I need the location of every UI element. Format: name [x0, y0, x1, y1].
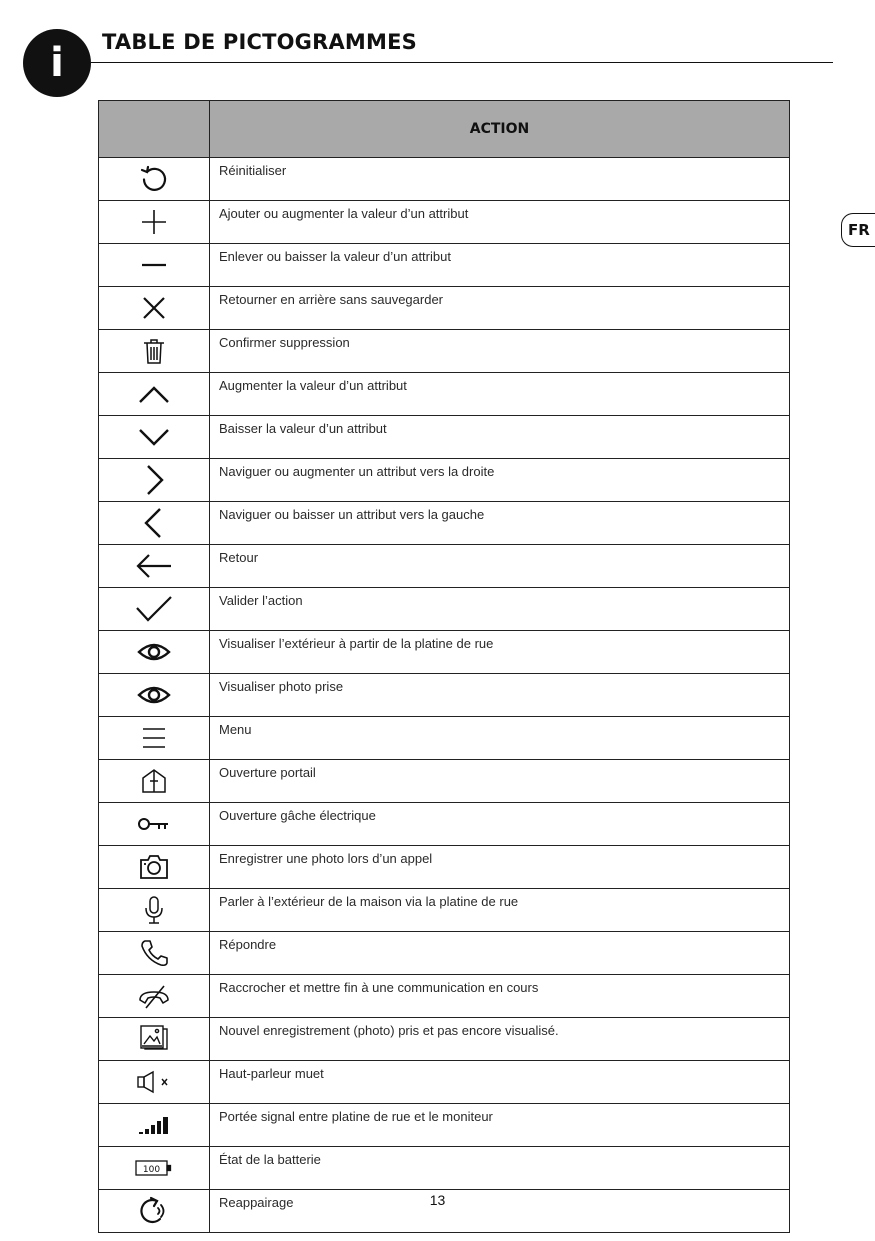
reset-icon [139, 164, 169, 194]
new-photo-icon [138, 1024, 170, 1054]
row-label: Valider l’action [210, 588, 790, 631]
camera-icon [138, 853, 170, 881]
row-label: Parler à l’extérieur de la maison via la platine de rue [210, 889, 790, 932]
row-label: Retour [210, 545, 790, 588]
hang-up-icon [137, 982, 171, 1010]
table-row [99, 1061, 790, 1104]
table-row [99, 846, 790, 889]
title-divider [91, 62, 833, 63]
row-label: Enlever ou baisser la valeur d’un attribut [210, 244, 790, 287]
microphone-icon [139, 895, 169, 925]
row-label: Ouverture gâche électrique [210, 803, 790, 846]
eye-icon [137, 682, 171, 708]
phone-icon [139, 938, 169, 968]
table-row [99, 416, 790, 459]
chevron-left-icon [139, 506, 169, 540]
row-label: Raccrocher et mettre fin à une communication en cours [210, 975, 790, 1018]
page-title: TABLE DE PICTOGRAMMES [102, 30, 417, 54]
row-label: Visualiser photo prise [210, 674, 790, 717]
action-column-header: ACTION [210, 101, 790, 158]
table-row [99, 545, 790, 588]
minus-icon [139, 250, 169, 280]
table-row [99, 760, 790, 803]
row-label: Nouvel enregistrement (photo) pris et pas encore visualisé. [210, 1018, 790, 1061]
row-label: Répondre [210, 932, 790, 975]
table-row [99, 803, 790, 846]
speaker-mute-icon [135, 1069, 173, 1095]
table-row [99, 932, 790, 975]
table-row [99, 244, 790, 287]
close-icon [139, 293, 169, 323]
info-icon [23, 29, 91, 97]
language-tab: FR [841, 213, 875, 247]
table-row [99, 1018, 790, 1061]
table-row [99, 889, 790, 932]
page-number: 13 [429, 1192, 446, 1208]
table-row [99, 631, 790, 674]
table-row [99, 717, 790, 760]
table-row [99, 459, 790, 502]
menu-icon [139, 724, 169, 752]
table-row [99, 287, 790, 330]
table-row [99, 674, 790, 717]
row-label: État de la batterie [210, 1147, 790, 1190]
table-row [99, 373, 790, 416]
check-icon [135, 594, 173, 624]
trash-icon [139, 336, 169, 366]
signal-icon [135, 1113, 173, 1137]
battery-level-text: 100 [142, 1165, 161, 1175]
row-label: Reappairage [210, 1190, 790, 1233]
row-label: Ajouter ou augmenter la valeur d’un attribut [210, 201, 790, 244]
row-label: Retourner en arrière sans sauvegarder [210, 287, 790, 330]
table-row [99, 588, 790, 631]
chevron-right-icon [139, 463, 169, 497]
table-row [99, 330, 790, 373]
table-row [99, 158, 790, 201]
row-label: Confirmer suppression [210, 330, 790, 373]
row-label: Naviguer ou baisser un attribut vers la gauche [210, 502, 790, 545]
row-label: Baisser la valeur d’un attribut [210, 416, 790, 459]
arrow-left-icon [135, 551, 173, 581]
row-label: Haut-parleur muet [210, 1061, 790, 1104]
row-label: Ouverture portail [210, 760, 790, 803]
row-label: Visualiser l’extérieur à partir de la platine de rue [210, 631, 790, 674]
chevron-down-icon [137, 422, 171, 452]
table-row [99, 1104, 790, 1147]
info-symbol: i [50, 40, 64, 86]
table-row [99, 975, 790, 1018]
row-label: Augmenter la valeur d’un attribut [210, 373, 790, 416]
table-row [99, 502, 790, 545]
icon-column-header [99, 101, 210, 158]
table-header-row [99, 101, 790, 158]
chevron-up-icon [137, 379, 171, 409]
row-label: Réinitialiser [210, 158, 790, 201]
pictogram-table [98, 100, 790, 1233]
row-label: Enregistrer une photo lors d’un appel [210, 846, 790, 889]
gate-icon [139, 767, 169, 795]
eye-icon [137, 639, 171, 665]
table-row [99, 1147, 790, 1190]
battery-icon [134, 1158, 174, 1178]
plus-icon [139, 207, 169, 237]
key-icon [137, 814, 171, 834]
row-label: Portée signal entre platine de rue et le moniteur [210, 1104, 790, 1147]
table-row [99, 201, 790, 244]
row-label: Menu [210, 717, 790, 760]
row-label: Naviguer ou augmenter un attribut vers la droite [210, 459, 790, 502]
